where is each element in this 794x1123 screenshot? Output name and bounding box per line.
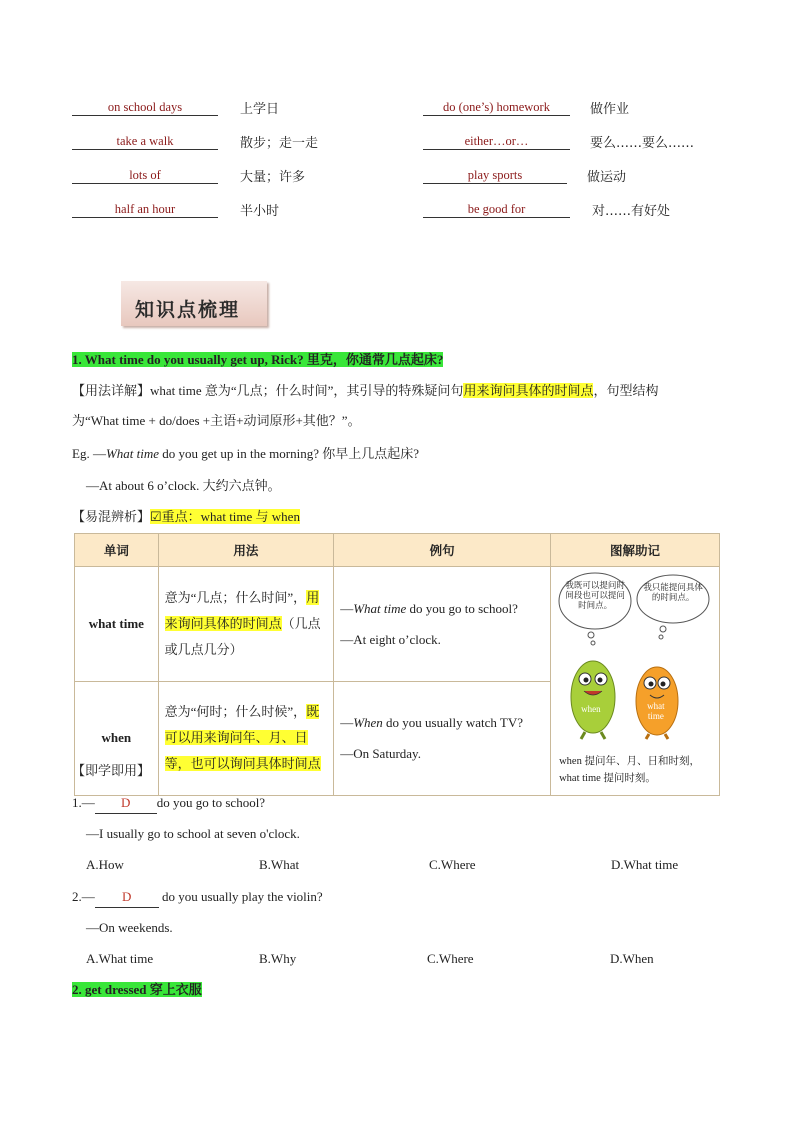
vocab-cn-3: 大量；许多: [240, 170, 306, 185]
q1-option-a: A.How: [86, 857, 124, 872]
eg-rest: do you get up in the morning? 你早上几点起床?: [159, 446, 419, 461]
row1-usage: [158, 567, 334, 682]
row2-usage-a: 意为“何时；什么时候”，: [164, 704, 307, 720]
row2-example: [334, 681, 551, 796]
section-title: 知识点梳理: [135, 299, 241, 321]
row1-ex1-rest: do you go to school?: [406, 600, 518, 616]
row1-usage-b: （几点或几点几分）: [164, 615, 321, 657]
eg-answer: —At about 6 o’clock. 大约六点钟。: [86, 478, 281, 493]
char-left-label: when: [581, 704, 601, 714]
row1-usage-hl: 用来询问具体的时间点: [164, 589, 320, 631]
q2-answer: D: [95, 887, 159, 908]
row1-ex1-italic: What time: [353, 600, 407, 616]
illustration-cell: [551, 567, 720, 796]
q1-option-c: C.Where: [429, 857, 476, 872]
th-word: 单词: [75, 534, 159, 567]
char-right-label-1: what: [647, 701, 665, 711]
row2-ex1-italic: When: [353, 715, 383, 731]
vocab-cn-1: 上学日: [240, 102, 280, 117]
confuse-label: 【易混辨析】: [72, 510, 151, 525]
vocab-en-7: play sports: [423, 168, 567, 184]
vocab-en-6: either…or…: [423, 134, 570, 150]
usage-text-a: what time 意为“几点；什么时间”，其引导的特殊疑问句: [150, 383, 464, 398]
q2-option-b: B.Why: [259, 951, 297, 966]
usage-highlight: 用来询问具体的时间点: [463, 383, 594, 398]
vocab-cn-6: 要么……要么……: [590, 136, 695, 151]
eg-prefix: Eg. —: [72, 446, 106, 461]
row2-ex1-dash: —: [340, 715, 354, 731]
th-example: 例句: [334, 534, 551, 567]
q2-option-c: C.Where: [427, 951, 474, 966]
th-usage: 用法: [158, 534, 334, 567]
vocab-cn-5: 做作业: [590, 102, 630, 117]
point2-heading: 2. get dressed 穿上衣服: [72, 982, 202, 997]
q1-option-b: B.What: [259, 857, 300, 872]
row2-usage-hl: 既可以用来询问年、月、日等，也可以询问具体时间点: [164, 704, 321, 772]
comparison-table: [74, 533, 720, 796]
row1-usage-a: 意为“几点；什么时间”，: [164, 589, 307, 605]
bubble-left-text: 我既可以提问时间段也可以提问时间点。: [565, 581, 625, 611]
usage-text-b: ，句型结构: [593, 383, 659, 398]
th-illustration: 图解助记: [551, 534, 720, 567]
q2-option-d: D.When: [610, 951, 654, 966]
eg-italic: What time: [105, 446, 160, 461]
q1-answer: D: [95, 793, 157, 814]
illustration-caption: when 提问年、月、日和时刻，what time 提问时刻。: [559, 756, 700, 784]
usage-label: 【用法详解】: [72, 384, 151, 399]
q2-option-a: A.What time: [86, 951, 154, 966]
vocab-en-1: on school days: [72, 100, 218, 116]
bubble-right-text: 我只能提问具体的时间点。: [643, 583, 703, 603]
section-title-box: [121, 281, 267, 326]
practice-label: 【即学即用】: [72, 764, 151, 779]
usage-line2: 为“What time + do/does +主语+动词原形+其他？”。: [72, 413, 361, 428]
q2-rest: do you usually play the violin?: [158, 889, 323, 904]
row1-ex2: —At eight o’clock.: [340, 631, 441, 647]
q2-prefix: 2.—: [72, 889, 95, 904]
vocab-en-8: be good for: [423, 202, 570, 218]
row2-ex2: —On Saturday.: [340, 746, 421, 762]
vocab-cn-2: 散步；走一走: [240, 136, 319, 151]
row1-word: what time: [75, 567, 159, 682]
q2-reply: —On weekends.: [86, 920, 173, 935]
vocab-cn-7: 做运动: [587, 170, 627, 185]
vocab-en-2: take a walk: [72, 134, 218, 150]
vocab-en-4: half an hour: [72, 202, 218, 218]
row1-example: [334, 567, 551, 682]
vocab-cn-4: 半小时: [240, 204, 280, 219]
q1-option-d: D.What time: [611, 857, 679, 872]
row2-usage: [158, 681, 334, 796]
confuse-highlight: ☑重点：what time 与 when: [150, 509, 300, 524]
vocab-cn-8: 对……有好处: [592, 204, 671, 219]
vocab-en-5: do (one’s) homework: [423, 100, 570, 116]
q1-prefix: 1.—: [72, 795, 95, 810]
vocab-en-3: lots of: [72, 168, 218, 184]
row2-ex1-rest: do you usually watch TV?: [382, 715, 524, 731]
q1-reply: —I usually go to school at seven o'clock.: [86, 826, 300, 841]
point1-heading: 1. What time do you usually get up, Rick? 里克，你通常几点起床?: [72, 352, 444, 367]
row1-ex1-dash: —: [340, 600, 354, 616]
char-right-label-2: time: [647, 711, 664, 721]
q1-rest: do you go to school?: [156, 795, 266, 810]
row2-word: when: [75, 681, 159, 796]
